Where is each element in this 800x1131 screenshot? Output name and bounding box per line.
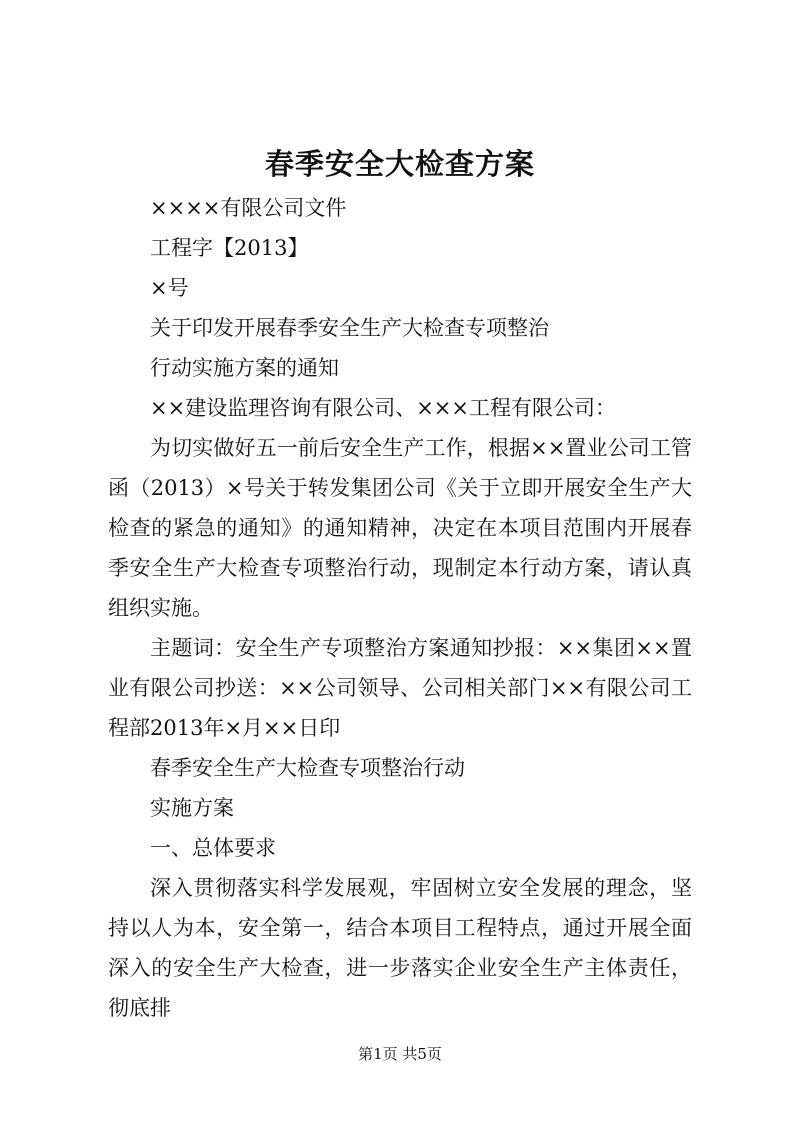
paragraph-plan-title-line-1: 春季安全生产大检查专项整治行动 <box>150 756 465 780</box>
paragraph-notice-title-line-2: 行动实施方案的通知 <box>150 356 339 380</box>
paragraph-notice-body: 为切实做好五一前后安全生产工作，根据××置业公司工管函（2013）×号关于转发集团公司《关于立即开展安全生产大检查的紧急的通知》的通知精神，决定在本项目范围内开展春季安全生产大检查专项整治行动，现制定本行动方案，请认真组织实施。 <box>108 436 692 620</box>
section-heading-general-requirements: 一、总体要求 <box>150 836 276 860</box>
paragraph-recipients: ××建设监理咨询有限公司、×××工程有限公司： <box>150 396 616 420</box>
paragraph-document-code: 工程字【2013】 <box>150 236 309 260</box>
paragraph-keywords: 主题词：安全生产专项整治方案通知抄报：××集团××置业有限公司抄送：××公司领导、公司相关部门××有限公司工程部2013年×月××日印 <box>108 636 692 740</box>
document-title: 春季安全大检查方案 <box>264 147 535 181</box>
document-body <box>108 188 692 1028</box>
paragraph-plan-title-line-2: 实施方案 <box>150 796 234 820</box>
page-footer: 第1页 共5页 <box>358 1045 442 1063</box>
paragraph-document-number: ×号 <box>150 276 189 300</box>
paragraph-notice-title-line-1: 关于印发开展春季安全生产大检查专项整治 <box>150 316 549 340</box>
paragraph-company-file: ××××有限公司文件 <box>150 196 347 220</box>
paragraph-general-requirements-body: 深入贯彻落实科学发展观，牢固树立安全发展的理念，坚持以人为本，安全第一，结合本项目工程特点，通过开展全面深入的安全生产大检查，进一步落实企业安全生产主体责任，彻底排 <box>108 876 692 1020</box>
